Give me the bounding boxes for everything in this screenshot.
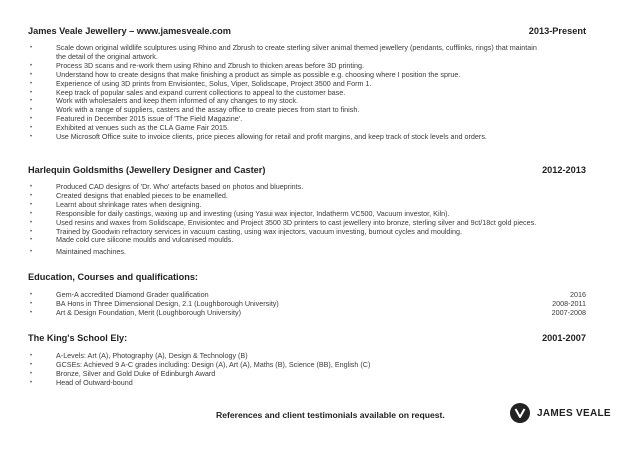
education-row [28, 309, 586, 318]
list-item: • Scale down original wildlife sculptures using Rhino and Zbrush to create sterling silver animal themed jewellery (pendants, cufflinks, rings) that maintain the detail of the original artwork. [28, 44, 586, 62]
section-education [28, 272, 586, 318]
section-title: The King's School Ely: [28, 333, 128, 343]
qualification-year: 2016 [570, 290, 586, 299]
list-item: • Experience of using 3D prints from Envisiontec, Solus, Viper, Solidscape, Project 3500 and Form 1. [28, 80, 586, 89]
section-heading-row [28, 272, 586, 282]
section-heading-row [28, 26, 586, 36]
list-item: • A-Levels: Art (A), Photography (A), Design & Technology (B) [28, 352, 586, 361]
section-dates: 2013-Present [528, 26, 586, 36]
section-dates: 2012-2013 [542, 165, 586, 175]
bullet-list [28, 44, 586, 142]
list-item: • Understand how to create designs that make finishing a product as simple as possible e.g. choosing where I position the sprue. [28, 71, 586, 80]
brand-logo [510, 403, 611, 423]
section-title: James Veale Jewellery – www.jamesveale.com [28, 26, 231, 36]
bullet-list [28, 352, 586, 388]
qualification-year: 2008-2011 [552, 298, 586, 308]
section-harlequin-goldsmiths [28, 165, 586, 257]
list-item: • Process 3D scans and re-work them using Rhino and Zbrush to thicken areas before 3D printing. [28, 62, 586, 71]
list-item: • Exhibited at venues such as the CLA Game Fair 2015. [28, 124, 586, 133]
list-item: • Bronze, Silver and Gold Duke of Edinburgh Award [28, 370, 586, 379]
references-note: References and client testimonials available on request. [216, 410, 445, 420]
list-item: • Produced CAD designs of 'Dr. Who' artefacts based on photos and blueprints. [28, 183, 586, 192]
qualification-text: • BA Hons in Three Dimensional Design, 2.1 (Loughborough University) [56, 298, 279, 308]
list-item: • Work with a range of suppliers, casters and the assay office to create pieces from start to finish. [28, 106, 586, 115]
v-monogram-icon [510, 403, 530, 423]
bullet-list [28, 183, 586, 257]
list-item: • Responsible for daily castings, waxing up and investing (using Yasui wax injector, Indatherm VC500, Vacuum investor, Kiln). [28, 210, 586, 219]
list-item: • Learnt about shrinkage rates when designing. [28, 201, 586, 210]
list-item: • Made cold cure silicone moulds and vulcanised moulds. [28, 236, 586, 245]
list-item: • Created designs that enabled pieces to be enamelled. [28, 192, 586, 201]
section-title: Education, Courses and qualifications: [28, 272, 198, 282]
list-item: • GCSEs: Achieved 9 A-C grades including: Design (A), Art (A), Maths (B), Science (BB), English (C) [28, 361, 586, 370]
qualification-text: • Art & Design Foundation, Merit (Loughborough University) [56, 307, 241, 317]
list-item: • Trained by Goodwin refractory services in vacuum casting, using wax injectors, vacuum investing, burnout cycles and moulding. [28, 228, 586, 237]
list-item: • Used resins and waxes from Solidscape, Envisiontec and Project 3500 3D printers to cast jewellery into bronze, sterling silver and 9ct/18ct gold pieces. [28, 219, 586, 228]
list-item: • Head of Outward-bound [28, 379, 586, 388]
section-dates: 2001-2007 [542, 333, 586, 343]
qualification-year: 2007-2008 [551, 307, 586, 317]
section-title: Harlequin Goldsmiths (Jewellery Designer and Caster) [28, 165, 266, 175]
education-list [28, 291, 586, 318]
section-kings-school [28, 333, 586, 388]
qualification-text: • Gem-A accredited Diamond Grader qualification [56, 290, 209, 299]
list-item: • Maintained machines. [28, 248, 586, 257]
list-item: • Keep track of popular sales and expand current collections to appeal to the customer base. [28, 89, 586, 98]
section-james-veale-jewellery [28, 26, 586, 142]
section-heading-row [28, 165, 586, 175]
list-item: • Work with wholesalers and keep them informed of any changes to my stock. [28, 97, 586, 106]
brand-name: JAMES VEALE [537, 407, 611, 419]
list-item: • Use Microsoft Office suite to invoice clients, price pieces allowing for retail and profit margins, and keep track of stock levels and orders. [28, 133, 586, 142]
section-heading-row [28, 333, 586, 343]
list-item: • Featured in December 2015 issue of 'The Field Magazine'. [28, 115, 586, 124]
